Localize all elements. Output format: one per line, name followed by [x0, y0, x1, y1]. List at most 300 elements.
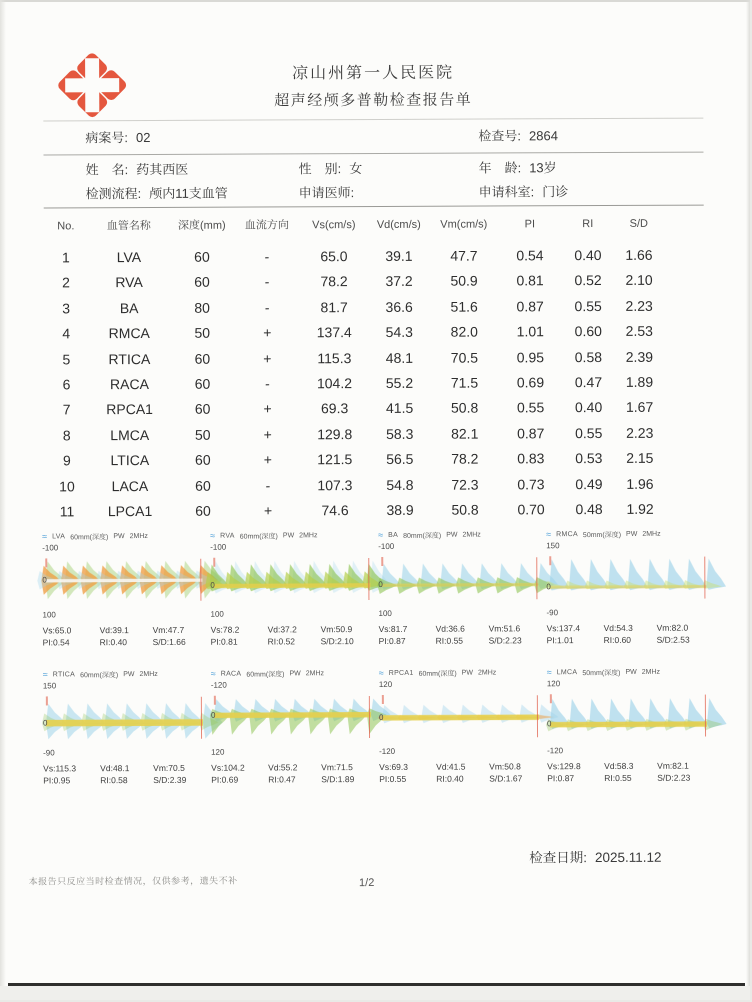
- stat-vm: Vm:82.0: [656, 622, 689, 633]
- table-cell: 0.54: [516, 247, 544, 264]
- axis-label-zero: 0: [378, 580, 383, 590]
- table-cell: +: [263, 426, 272, 443]
- table-cell: 41.5: [385, 400, 414, 417]
- table-cell: 0.95: [516, 348, 545, 365]
- table-cell: 50: [194, 426, 211, 443]
- page-number: 1/2: [358, 877, 375, 890]
- table-cell: 71.5: [450, 374, 479, 391]
- table-cell: 48.1: [385, 349, 414, 366]
- table-cell: 0.60: [574, 323, 602, 340]
- chart-vessel-name: BA: [388, 531, 399, 539]
- table-cell: 0.87: [516, 298, 544, 315]
- gender-field: 性 别: 女: [298, 161, 363, 177]
- sweep-tick: [213, 557, 215, 566]
- chart-header: [547, 667, 707, 679]
- chart-frequency: 2MHz: [462, 531, 481, 539]
- table-cell: 107.3: [317, 476, 353, 493]
- spectral-waveform-plot: [210, 692, 371, 747]
- chart-frequency: 2MHz: [139, 670, 158, 679]
- table-cell: 104.2: [316, 375, 353, 392]
- stat-vd: Vd:58.3: [604, 760, 634, 772]
- axis-label-bottom: -120: [547, 746, 564, 756]
- chart-header: [211, 668, 371, 680]
- table-cell: 9: [62, 452, 71, 469]
- table-cell: 39.1: [385, 247, 413, 264]
- table-cell: 60: [194, 274, 210, 291]
- axis-label-top: -100: [210, 542, 227, 552]
- chart-vessel-name: RVA: [220, 532, 235, 540]
- physician-field: 申请医师:: [298, 185, 355, 201]
- chart-frequency: 2MHz: [642, 530, 661, 538]
- table-cell: 2.23: [626, 424, 654, 441]
- doppler-wave-icon: ≈: [378, 667, 384, 678]
- table-cell: 82.0: [450, 323, 478, 340]
- stat-vm: Vm:51.6: [488, 623, 521, 634]
- stat-vs: Vs:65.0: [42, 625, 72, 636]
- stat-ri: RI:0.55: [435, 635, 464, 646]
- patient-info-section: [43, 118, 703, 209]
- table-cell: 0.55: [575, 424, 603, 441]
- table-cell: 11: [59, 503, 75, 520]
- chart-depth: 60mm(深度): [70, 533, 109, 541]
- doppler-wave-icon: ≈: [546, 529, 552, 540]
- stat-pi: PI:0.54: [42, 637, 70, 648]
- column-header: PI: [524, 218, 536, 231]
- chart-mode: PW: [113, 533, 125, 541]
- table-cell: 56.5: [386, 450, 414, 468]
- table-cell: 60: [194, 248, 210, 265]
- doppler-chart-lmca: [547, 667, 708, 800]
- record-number-field: 病案号: 02: [85, 129, 151, 146]
- chart-vessel-name: RACA: [220, 670, 242, 678]
- table-cell: 81.7: [320, 298, 348, 316]
- chart-depth: 60mm(深度): [80, 671, 119, 679]
- disclaimer-text: 本报告只反应当时检查情况，仅供参考，遗失不补: [28, 875, 238, 887]
- table-cell: RPCA1: [106, 401, 153, 418]
- doppler-chart-rpca1: [379, 667, 540, 800]
- table-row: [44, 243, 704, 271]
- chart-frequency: 2MHz: [129, 532, 148, 541]
- chart-vessel-name: RTICA: [52, 671, 76, 679]
- chart-header: [546, 529, 706, 541]
- table-cell: 78.2: [451, 450, 479, 467]
- chart-depth: 60mm(深度): [239, 532, 278, 541]
- table-cell: 50.9: [450, 272, 478, 290]
- stat-sd: S/D:2.23: [488, 635, 522, 646]
- stat-pi: PI:0.87: [547, 773, 575, 784]
- chart-stats: [379, 760, 539, 785]
- sweep-tick: [214, 695, 216, 704]
- chart-frequency: 2MHz: [477, 669, 497, 677]
- table-row: [44, 370, 704, 398]
- table-cell: 60: [194, 375, 211, 392]
- table-cell: RVA: [115, 274, 143, 291]
- doppler-chart-lva: [42, 531, 203, 664]
- charts-grid: [42, 529, 715, 802]
- table-cell: 1: [61, 249, 70, 266]
- chart-header: [210, 530, 370, 542]
- table-cell: 1.96: [626, 475, 654, 492]
- chart-mode: PW: [123, 671, 135, 679]
- table-cell: 0.81: [516, 272, 544, 289]
- table-cell: 0.55: [574, 297, 602, 314]
- chart-mode: PW: [289, 670, 301, 678]
- table-cell: 8: [62, 427, 71, 444]
- stat-ri: RI:0.52: [267, 636, 296, 647]
- stat-ri: RI:0.55: [604, 772, 632, 784]
- stat-ri: RI:0.40: [436, 773, 464, 784]
- chart-stats: [379, 622, 539, 647]
- sweep-marker: [200, 559, 202, 601]
- table-cell: 2.23: [625, 297, 653, 314]
- doppler-wave-icon: ≈: [378, 529, 384, 540]
- table-cell: 0.40: [574, 399, 603, 416]
- axis-label-top: -120: [210, 680, 227, 690]
- stat-sd: S/D:1.89: [321, 774, 355, 785]
- chart-depth: 50mm(深度): [582, 669, 621, 677]
- table-cell: 58.3: [386, 425, 414, 442]
- stat-ri: RI:0.60: [603, 634, 632, 646]
- scan-edge-foot: [0, 986, 750, 1000]
- table-cell: LVA: [116, 249, 142, 266]
- stat-ri: RI:0.47: [268, 774, 296, 785]
- stat-sd: S/D:2.39: [153, 774, 187, 785]
- table-cell: 115.3: [317, 349, 352, 366]
- patient-name-field: 姓 名: 药其西医: [85, 161, 189, 178]
- table-cell: 1.67: [625, 399, 654, 416]
- waveform-svg: [549, 553, 706, 608]
- table-cell: 50.8: [451, 501, 479, 518]
- table-row: [44, 293, 704, 321]
- sweep-tick: [46, 696, 48, 705]
- age-field: 年 龄: 13岁: [478, 160, 557, 176]
- axis-label-top: 150: [42, 681, 57, 691]
- table-cell: 0.58: [574, 348, 603, 365]
- table-cell: 1.01: [516, 323, 544, 340]
- table-cell: -: [264, 273, 270, 290]
- stat-vd: Vd:39.1: [99, 625, 129, 636]
- chart-stats: [211, 761, 371, 786]
- procedure-field: 检测流程: 颅内11支血管: [85, 185, 228, 202]
- table-cell: 137.4: [316, 324, 352, 341]
- spectral-waveform-plot: [378, 691, 539, 746]
- stat-sd: S/D:2.53: [656, 634, 690, 645]
- stat-vs: Vs:129.8: [547, 761, 581, 772]
- table-cell: 51.6: [450, 298, 478, 315]
- stat-pi: PI:1.01: [546, 635, 574, 646]
- table-cell: 60: [194, 451, 211, 468]
- table-cell: 6: [62, 376, 71, 393]
- table-row: [45, 446, 705, 474]
- chart-vessel-name: LMCA: [556, 669, 578, 677]
- spectral-waveform-plot: [42, 693, 203, 748]
- table-cell: 69.3: [320, 400, 349, 417]
- stat-vm: Vm:71.5: [321, 762, 353, 773]
- table-cell: 80: [194, 299, 210, 316]
- stat-vd: Vd:41.5: [436, 761, 466, 772]
- axis-label-zero: 0: [546, 719, 552, 729]
- table-cell: 60: [195, 502, 211, 519]
- axis-label-bottom: 100: [210, 609, 224, 619]
- waveform-svg: [550, 691, 707, 746]
- table-cell: LACA: [111, 477, 149, 494]
- doppler-chart-raca: [211, 668, 372, 801]
- table-cell: +: [263, 502, 273, 519]
- table-cell: 0.40: [574, 247, 602, 264]
- axis-label-top: -100: [42, 543, 59, 553]
- table-cell: 3: [62, 300, 71, 317]
- sweep-tick: [382, 695, 384, 704]
- axis-label-zero: 0: [210, 581, 215, 591]
- chart-depth: 60mm(深度): [246, 670, 285, 679]
- table-cell: +: [263, 324, 272, 341]
- table-cell: 5: [62, 350, 71, 367]
- spectral-waveform-plot: [210, 554, 370, 609]
- sweep-tick: [381, 557, 383, 566]
- stat-ri: RI:0.40: [99, 637, 128, 648]
- table-row: [44, 344, 704, 372]
- stat-vd: Vd:36.6: [435, 623, 465, 634]
- stat-sd: S/D:2.23: [657, 772, 691, 783]
- exam-date-field: 检查日期: 2025.11.12: [529, 849, 662, 866]
- chart-mode: PW: [446, 531, 458, 539]
- table-cell: 60: [194, 350, 211, 367]
- doppler-chart-ba: [378, 529, 539, 662]
- chart-header: [43, 669, 203, 681]
- sweep-marker: [704, 695, 706, 737]
- table-cell: 2.39: [625, 348, 654, 365]
- department-field: 申请科室: 门诊: [478, 184, 569, 200]
- waveform-svg: [382, 691, 539, 746]
- axis-label-bottom: 100: [42, 610, 56, 620]
- stat-pi: PI:0.55: [379, 773, 407, 784]
- chart-depth: 80mm(深度): [403, 532, 442, 540]
- waveform-svg: [46, 693, 203, 748]
- table-cell: LTICA: [110, 452, 150, 469]
- axis-label-top: 120: [546, 679, 561, 689]
- table-cell: RMCA: [108, 325, 150, 342]
- table-cell: 0.55: [516, 399, 545, 416]
- axis-label-zero: 0: [42, 575, 47, 585]
- table-cell: 0.47: [574, 373, 603, 391]
- axis-label-bottom: -90: [546, 608, 559, 618]
- table-cell: +: [263, 451, 272, 468]
- doppler-wave-icon: ≈: [42, 669, 48, 680]
- stat-vm: Vm:50.8: [489, 761, 521, 772]
- chart-mode: PW: [626, 530, 638, 538]
- table-cell: 0.87: [517, 424, 545, 442]
- chart-stats: [43, 762, 203, 787]
- report-title: 超声经颅多普勒检查报告单: [274, 91, 473, 110]
- chart-stats: [547, 622, 707, 647]
- table-cell: 0.52: [574, 272, 602, 289]
- table-cell: 2.53: [625, 322, 653, 340]
- table-cell: -: [264, 299, 270, 316]
- sweep-tick: [550, 694, 552, 703]
- column-header: Vd(cm/s): [376, 218, 421, 231]
- table-cell: 0.70: [517, 501, 545, 518]
- stat-pi: PI:0.95: [43, 775, 71, 786]
- chart-depth: 60mm(深度): [418, 670, 457, 678]
- table-row: [44, 268, 704, 296]
- spectral-waveform-plot: [546, 691, 707, 746]
- table-cell: 2.15: [626, 449, 654, 467]
- sweep-marker: [536, 558, 538, 600]
- stat-vd: Vd:37.2: [267, 624, 297, 635]
- hospital-name: 凉山州第一人民医院: [292, 64, 455, 83]
- chart-frequency: 2MHz: [305, 670, 325, 678]
- column-header: 血流方向: [244, 219, 289, 232]
- table-cell: 74.6: [321, 502, 349, 519]
- waveform-svg: [381, 553, 538, 608]
- chart-mode: PW: [625, 668, 637, 676]
- chart-vessel-name: RMCA: [556, 531, 578, 539]
- table-cell: 54.3: [385, 324, 413, 341]
- table-cell: 121.5: [317, 451, 353, 468]
- column-header: Vm(cm/s): [440, 218, 488, 231]
- table-cell: -: [265, 476, 271, 493]
- stat-vs: Vs:115.3: [43, 763, 77, 774]
- scan-edge-left: [0, 0, 6, 1000]
- axis-label-bottom: -90: [43, 748, 55, 758]
- table-row: [45, 496, 705, 524]
- spectral-waveform-plot: [42, 555, 202, 610]
- axis-label-zero: 0: [210, 710, 216, 720]
- table-cell: 4: [62, 325, 71, 342]
- spectral-waveform-plot: [546, 553, 706, 608]
- chart-stats: [43, 624, 203, 649]
- stat-vm: Vm:70.5: [153, 762, 185, 773]
- table-cell: BA: [119, 299, 139, 316]
- column-header: S/D: [629, 217, 648, 230]
- column-header: RI: [582, 218, 594, 231]
- stat-vs: Vs:104.2: [211, 762, 245, 773]
- chart-stats: [547, 760, 707, 785]
- table-cell: 65.0: [320, 248, 348, 265]
- column-header: Vs(cm/s): [312, 219, 356, 232]
- table-cell: 50.8: [450, 399, 479, 417]
- table-cell: +: [263, 350, 272, 367]
- table-cell: +: [263, 400, 272, 417]
- table-cell: 82.1: [451, 425, 479, 442]
- table-body: [44, 243, 705, 525]
- table-cell: 2.10: [625, 272, 653, 289]
- chart-vessel-name: LVA: [52, 533, 66, 541]
- stat-vm: Vm:47.7: [152, 624, 185, 635]
- stat-pi: PI:0.87: [378, 635, 406, 646]
- axis-label-zero: 0: [42, 718, 48, 728]
- waveform-svg: [213, 554, 370, 609]
- exam-number-field: 检查号: 2864: [478, 128, 558, 144]
- axis-label-bottom: -120: [379, 746, 396, 756]
- chart-mode: PW: [282, 532, 295, 540]
- table-cell: 54.8: [386, 476, 414, 493]
- table-cell: -: [264, 248, 270, 265]
- doppler-wave-icon: ≈: [42, 531, 48, 542]
- doppler-wave-icon: ≈: [546, 667, 552, 678]
- table-cell: RACA: [110, 375, 149, 393]
- table-cell: 70.5: [450, 349, 479, 366]
- doppler-chart-rva: [210, 530, 371, 663]
- column-header: No.: [57, 220, 75, 233]
- table-cell: 60: [194, 401, 211, 418]
- stat-vd: Vd:48.1: [100, 763, 130, 774]
- stat-ri: RI:0.58: [100, 775, 128, 786]
- table-cell: RTICA: [108, 350, 151, 367]
- table-cell: 60: [195, 477, 211, 494]
- chart-frequency: 2MHz: [641, 668, 661, 676]
- column-header: 血管名称: [106, 219, 151, 233]
- stat-vs: Vs:69.3: [379, 761, 409, 772]
- axis-label-bottom: 120: [211, 747, 225, 757]
- table-cell: 0.69: [516, 374, 545, 391]
- table-cell: 72.3: [451, 476, 479, 493]
- chart-stats: [211, 623, 371, 648]
- table-row: [45, 420, 705, 448]
- stat-vs: Vs:81.7: [378, 623, 408, 634]
- table-cell: 0.48: [575, 500, 603, 518]
- vessel-table: [44, 209, 705, 525]
- stat-vs: Vs:78.2: [210, 624, 240, 635]
- table-cell: 10: [59, 477, 75, 494]
- sweep-tick: [45, 558, 47, 567]
- sweep-marker: [200, 697, 202, 739]
- chart-frequency: 2MHz: [299, 532, 318, 540]
- axis-label-zero: 0: [546, 582, 551, 592]
- table-cell: 0.53: [575, 450, 603, 467]
- doppler-chart-rmca: [546, 529, 707, 662]
- table-cell: 0.49: [575, 475, 603, 492]
- table-cell: 55.2: [385, 374, 414, 391]
- doppler-chart-rtica: [43, 669, 204, 802]
- table-cell: 36.6: [385, 298, 413, 315]
- doppler-wave-icon: ≈: [210, 668, 216, 679]
- waveform-svg: [214, 692, 371, 747]
- table-cell: LPCA1: [107, 502, 153, 520]
- table-cell: 0.73: [517, 475, 545, 492]
- table-cell: 50: [194, 324, 211, 341]
- table-cell: 1.92: [626, 500, 654, 517]
- table-cell: 129.8: [317, 425, 353, 442]
- chart-vessel-name: RPCA1: [388, 669, 414, 677]
- stat-sd: S/D:2.10: [320, 636, 354, 647]
- table-row: [44, 319, 704, 347]
- table-header-row: [44, 209, 704, 246]
- sweep-marker: [704, 557, 706, 599]
- scan-edge-right: [746, 0, 750, 1000]
- chart-depth: 50mm(深度): [582, 531, 622, 539]
- table-row: [45, 395, 705, 423]
- table-cell: 7: [62, 401, 71, 418]
- stat-sd: S/D:1.66: [152, 636, 186, 647]
- stat-vd: Vd:55.2: [268, 762, 298, 773]
- table-row: [45, 471, 705, 499]
- spectral-waveform-plot: [378, 553, 538, 608]
- stat-vm: Vm:50.9: [320, 624, 353, 635]
- chart-header: [42, 531, 202, 543]
- stat-vd: Vd:54.3: [603, 622, 633, 634]
- table-cell: 1.66: [625, 246, 653, 263]
- table-cell: 47.7: [450, 247, 478, 264]
- doppler-wave-icon: ≈: [210, 530, 216, 541]
- axis-label-bottom: 100: [378, 608, 392, 618]
- waveform-svg: [45, 555, 202, 610]
- table-cell: 2: [62, 274, 70, 291]
- sweep-tick: [549, 556, 551, 565]
- stat-sd: S/D:1.67: [489, 773, 523, 784]
- column-header: 深度(mm): [177, 219, 226, 232]
- axis-label-top: 150: [546, 541, 560, 551]
